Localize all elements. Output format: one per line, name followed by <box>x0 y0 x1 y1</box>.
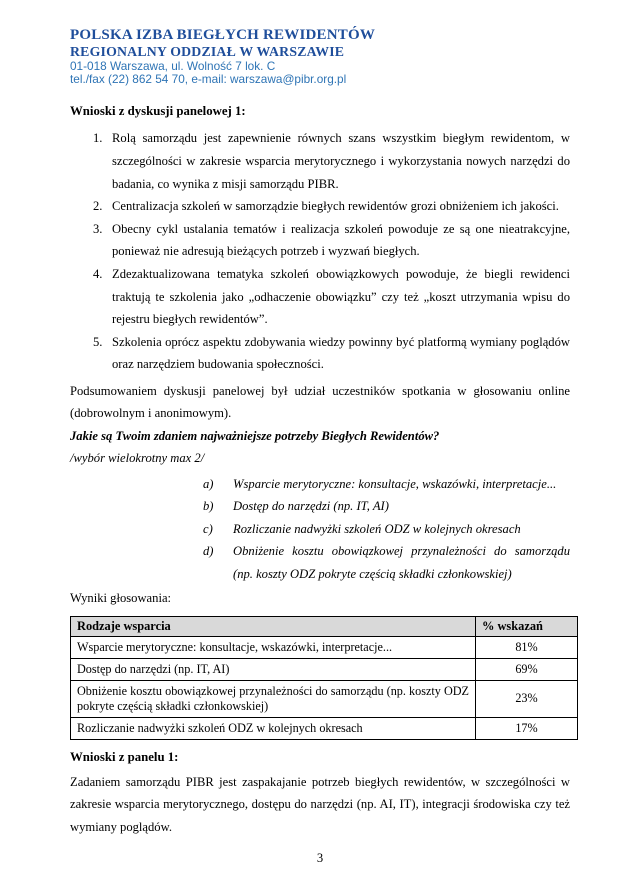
option-text: Obniżenie kosztu obowiązkowej przynależności do samorządu <box>233 544 570 559</box>
list-item-5 <box>70 331 570 376</box>
survey-note: /wybór wielokrotny max 2/ <box>70 451 205 466</box>
table-row <box>71 658 578 680</box>
option-text: Dostęp do narzędzi (np. IT, AI) <box>233 499 389 514</box>
percent-cell: 81% <box>476 636 578 658</box>
option-list <box>70 473 570 586</box>
option-letter: a) <box>203 476 214 491</box>
list-number: 5. <box>93 334 103 349</box>
numbered-list <box>70 127 570 376</box>
option-text: Wsparcie merytoryczne: konsultacje, wskazówki, interpretacje... <box>233 476 557 491</box>
option-letter: d) <box>203 544 214 559</box>
list-text: Szkolenia oprócz aspektu zdobywania wiedzy powinny być platformą wymiany poglądów oraz narzędziem budowania społeczności. <box>112 334 570 372</box>
survey-question: Jakie są Twoim zdaniem najważniejsze potrzeby Biegłych Rewidentów? <box>70 428 440 443</box>
option-item-b <box>70 495 570 518</box>
option-text: Rozliczanie nadwyżki szkoleń ODZ w kolejnych okresach <box>233 521 521 536</box>
table-header-row <box>71 616 578 636</box>
support-type-cell: Dostęp do narzędzi (np. IT, AI) <box>71 658 476 680</box>
voting-results-label: Wyniki głosowania: <box>70 591 172 606</box>
option-item-d <box>70 540 570 585</box>
percent-cell: 23% <box>476 680 578 717</box>
conclusions-paragraph: Zadaniem samorządu PIBR jest zaspakajanie potrzeb biegłych rewidentów, w szczególności w zakresie wsparcia merytorycznego, dostępu do narzędzi (np. AI, IT), integracji środowiska czy też wymiany poglądów. <box>70 774 570 834</box>
list-text: Rolą samorządu jest zapewnienie równych szans wszystkim biegłym rewidentom, w szczególności w zakresie wsparcia merytorycznego i wykorzystania nowych narzędzi do badania, co wynika z misji samorządu PIBR. <box>112 131 570 191</box>
support-type-cell: Obniżenie kosztu obowiązkowej przynależności do samorządu (np. koszty ODZ pokryte częścią składki członkowskiej) <box>71 680 476 717</box>
support-type-cell: Wsparcie merytoryczne: konsultacje, wskazówki, interpretacje... <box>71 636 476 658</box>
page-number: 3 <box>316 851 324 866</box>
option-item-a <box>70 473 570 496</box>
list-item-3 <box>70 218 570 263</box>
results-table <box>70 616 578 740</box>
list-number: 4. <box>93 266 103 281</box>
list-text: Obecny cykl ustalania tematów i realizacja szkoleń powoduje ze są one nieatrakcyjne, ponieważ nie adresują bieżących potrzeb i wyzwań biegłych. <box>112 221 570 259</box>
list-item-4 <box>70 263 570 331</box>
org-contact: tel./fax (22) 862 54 70, e-mail: warszawa@pibr.org.pl <box>70 72 347 87</box>
column-header-support-types: Rodzaje wsparcia <box>71 616 476 636</box>
letterhead <box>70 27 570 86</box>
org-name: POLSKA IZBA BIEGŁYCH REWIDENTÓW <box>70 27 376 43</box>
option-letter: c) <box>203 521 213 536</box>
org-address: 01-018 Warszawa, ul. Wolność 7 lok. C <box>70 59 276 73</box>
option-letter: b) <box>203 499 214 514</box>
list-number: 3. <box>93 221 103 236</box>
option-item-c <box>70 518 570 541</box>
percent-cell: 69% <box>476 658 578 680</box>
panel-conclusions-heading: Wnioski z panelu 1: <box>70 749 179 764</box>
summary-paragraph: Podsumowaniem dyskusji panelowej był udział uczestników spotkania w głosowaniu online (dobrowolnym i anonimowym). <box>70 383 570 421</box>
list-item-1 <box>70 127 570 195</box>
table-row <box>71 636 578 658</box>
list-item-2 <box>70 195 570 218</box>
panel-discussion-heading: Wnioski z dyskusji panelowej 1: <box>70 104 246 119</box>
percent-cell: 17% <box>476 717 578 739</box>
support-type-cell: Rozliczanie nadwyżki szkoleń ODZ w kolejnych okresach <box>71 717 476 739</box>
list-text: Zdezaktualizowana tematyka szkoleń obowiązkowych powoduje, że biegli rewidenci traktują te szkolenia jako „odhaczenie obowiązku” czy też „koszt utrzymania wpisu do rejestru biegłych rewidentów”. <box>112 266 570 327</box>
option-text-continued: (np. koszty ODZ pokryte częścią składki członkowskiej) <box>233 566 512 581</box>
list-number: 2. <box>93 199 103 214</box>
column-header-percent: % wskazań <box>476 616 578 636</box>
table-row <box>71 717 578 739</box>
list-text: Centralizacja szkoleń w samorządzie biegłych rewidentów grozi obniżeniem ich jakości. <box>112 199 559 214</box>
org-branch: REGIONALNY ODDZIAŁ W WARSZAWIE <box>70 44 345 59</box>
table-row <box>71 680 578 717</box>
list-number: 1. <box>93 131 103 146</box>
